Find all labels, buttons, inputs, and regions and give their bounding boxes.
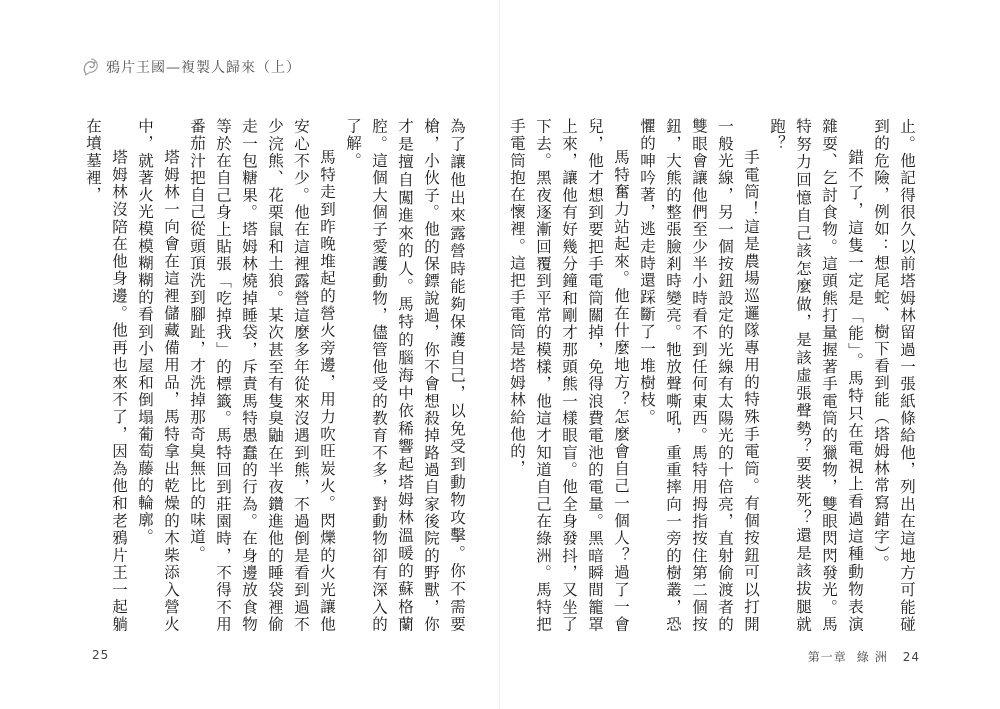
paragraph: 塔姆林沒陪在他身邊。他再也來不了，因為他和老鴉片王一起躺在墳墓裡， <box>84 118 128 633</box>
right-page-body <box>508 118 920 633</box>
book-title: 鴉片王國—複製人歸來（上） <box>106 60 301 76</box>
book-logo-icon <box>80 56 102 78</box>
paragraph: 止。他記得很久以前塔姆林留過一張紙條給他，列出在這地方可能碰到的危險，例如：想尾蛇、樹下看到能（塔姆林常寫錯字）。 <box>872 118 916 633</box>
paragraph: 塔姆林一向會在這裡儲藏備用品，馬特拿出乾燥的木柴添入營火中，就著火光模模糊糊的看到小屋和倒塌葡萄藤的輪廓。 <box>136 118 180 633</box>
left-page-body <box>68 118 470 633</box>
chapter-name: 綠洲 <box>856 650 893 664</box>
paragraph: 馬特走到昨晚堆起的營火旁邊，用力吹旺炭火。閃爍的火光讓他安心不少。他在這裡露營這麼多年從來沒遇到熊，不過倒是看到過不少浣熊、花栗鼠和土狼。某次甚至有隻臭鼬在半夜鑽進他的睡袋裡偷走一包糖果。塔姆林燒掉睡袋，斥責馬特愚蠢的行為。在身邊放食物等於在自己身上貼張「吃掉我」的標籤。馬特回到莊園時，不得不用番茄汁把自己從頭頂洗到腳趾，才洗掉那奇臭無比的味道。 <box>188 118 336 633</box>
chapter-label: 第一章 <box>807 650 847 664</box>
paragraph: 手電筒！這是農場巡邏隊專用的特殊手電筒。有個按鈕可以打開一般光線，另一個按鈕設定的光線有太陽光的十倍亮，直射偷渡者的雙眼會讓他們至少半小時看不到任何東西。馬特用拇指按住第二個按鈕，大熊的整張臉剎時變亮。牠放聲嘶吼，重重摔向一旁的樹叢，恐懼的呻吟著，逃走時還踩斷了一堆樹枝。 <box>638 118 760 633</box>
right-page-number: 24 <box>902 650 920 664</box>
right-page <box>500 0 1000 709</box>
running-header <box>80 56 301 78</box>
paragraph: 為了讓他出來露營時能夠保護自己，以免受到動物攻擊。你不需要槍，小伙子。他的保鏢說過，你不會想殺掉路過自家後院的野獸，你才是擅自闖進來的人。馬特的腦海中依稀響起塔姆林溫暖的蘇格蘭腔。這個大個子愛護動物，儘管他受的教育不多，對動物卻有深入的了解。 <box>344 118 466 633</box>
paragraph: 錯不了，這隻一定是「能」。馬特只在電視上看過這種動物表演雜耍、乞討食物。這頭熊打量握著手電筒的獵物，雙眼閃閃發光。馬特努力回憶自己該怎麼做，是該虛張聲勢？要裝死？還是該拔腿就跑？ <box>768 118 864 633</box>
left-page-number: 25 <box>92 648 110 662</box>
right-page-footer <box>808 648 920 665</box>
paragraph: 馬特奮力站起來。他在什麼地方？怎麼會自己一個人？過了一會兒，他才想到要把手電筒關掉，免得浪費電池的電量。黑暗瞬間籠罩上來，讓他有好幾分鐘和剛才那頭熊一樣眼盲。他全身發抖，又坐了下去。黑夜逐漸回覆到平常的模樣，他這才知道自己在綠洲。馬特把手電筒抱在懷裡。這把手電筒是塔姆林給他的， <box>508 118 630 633</box>
